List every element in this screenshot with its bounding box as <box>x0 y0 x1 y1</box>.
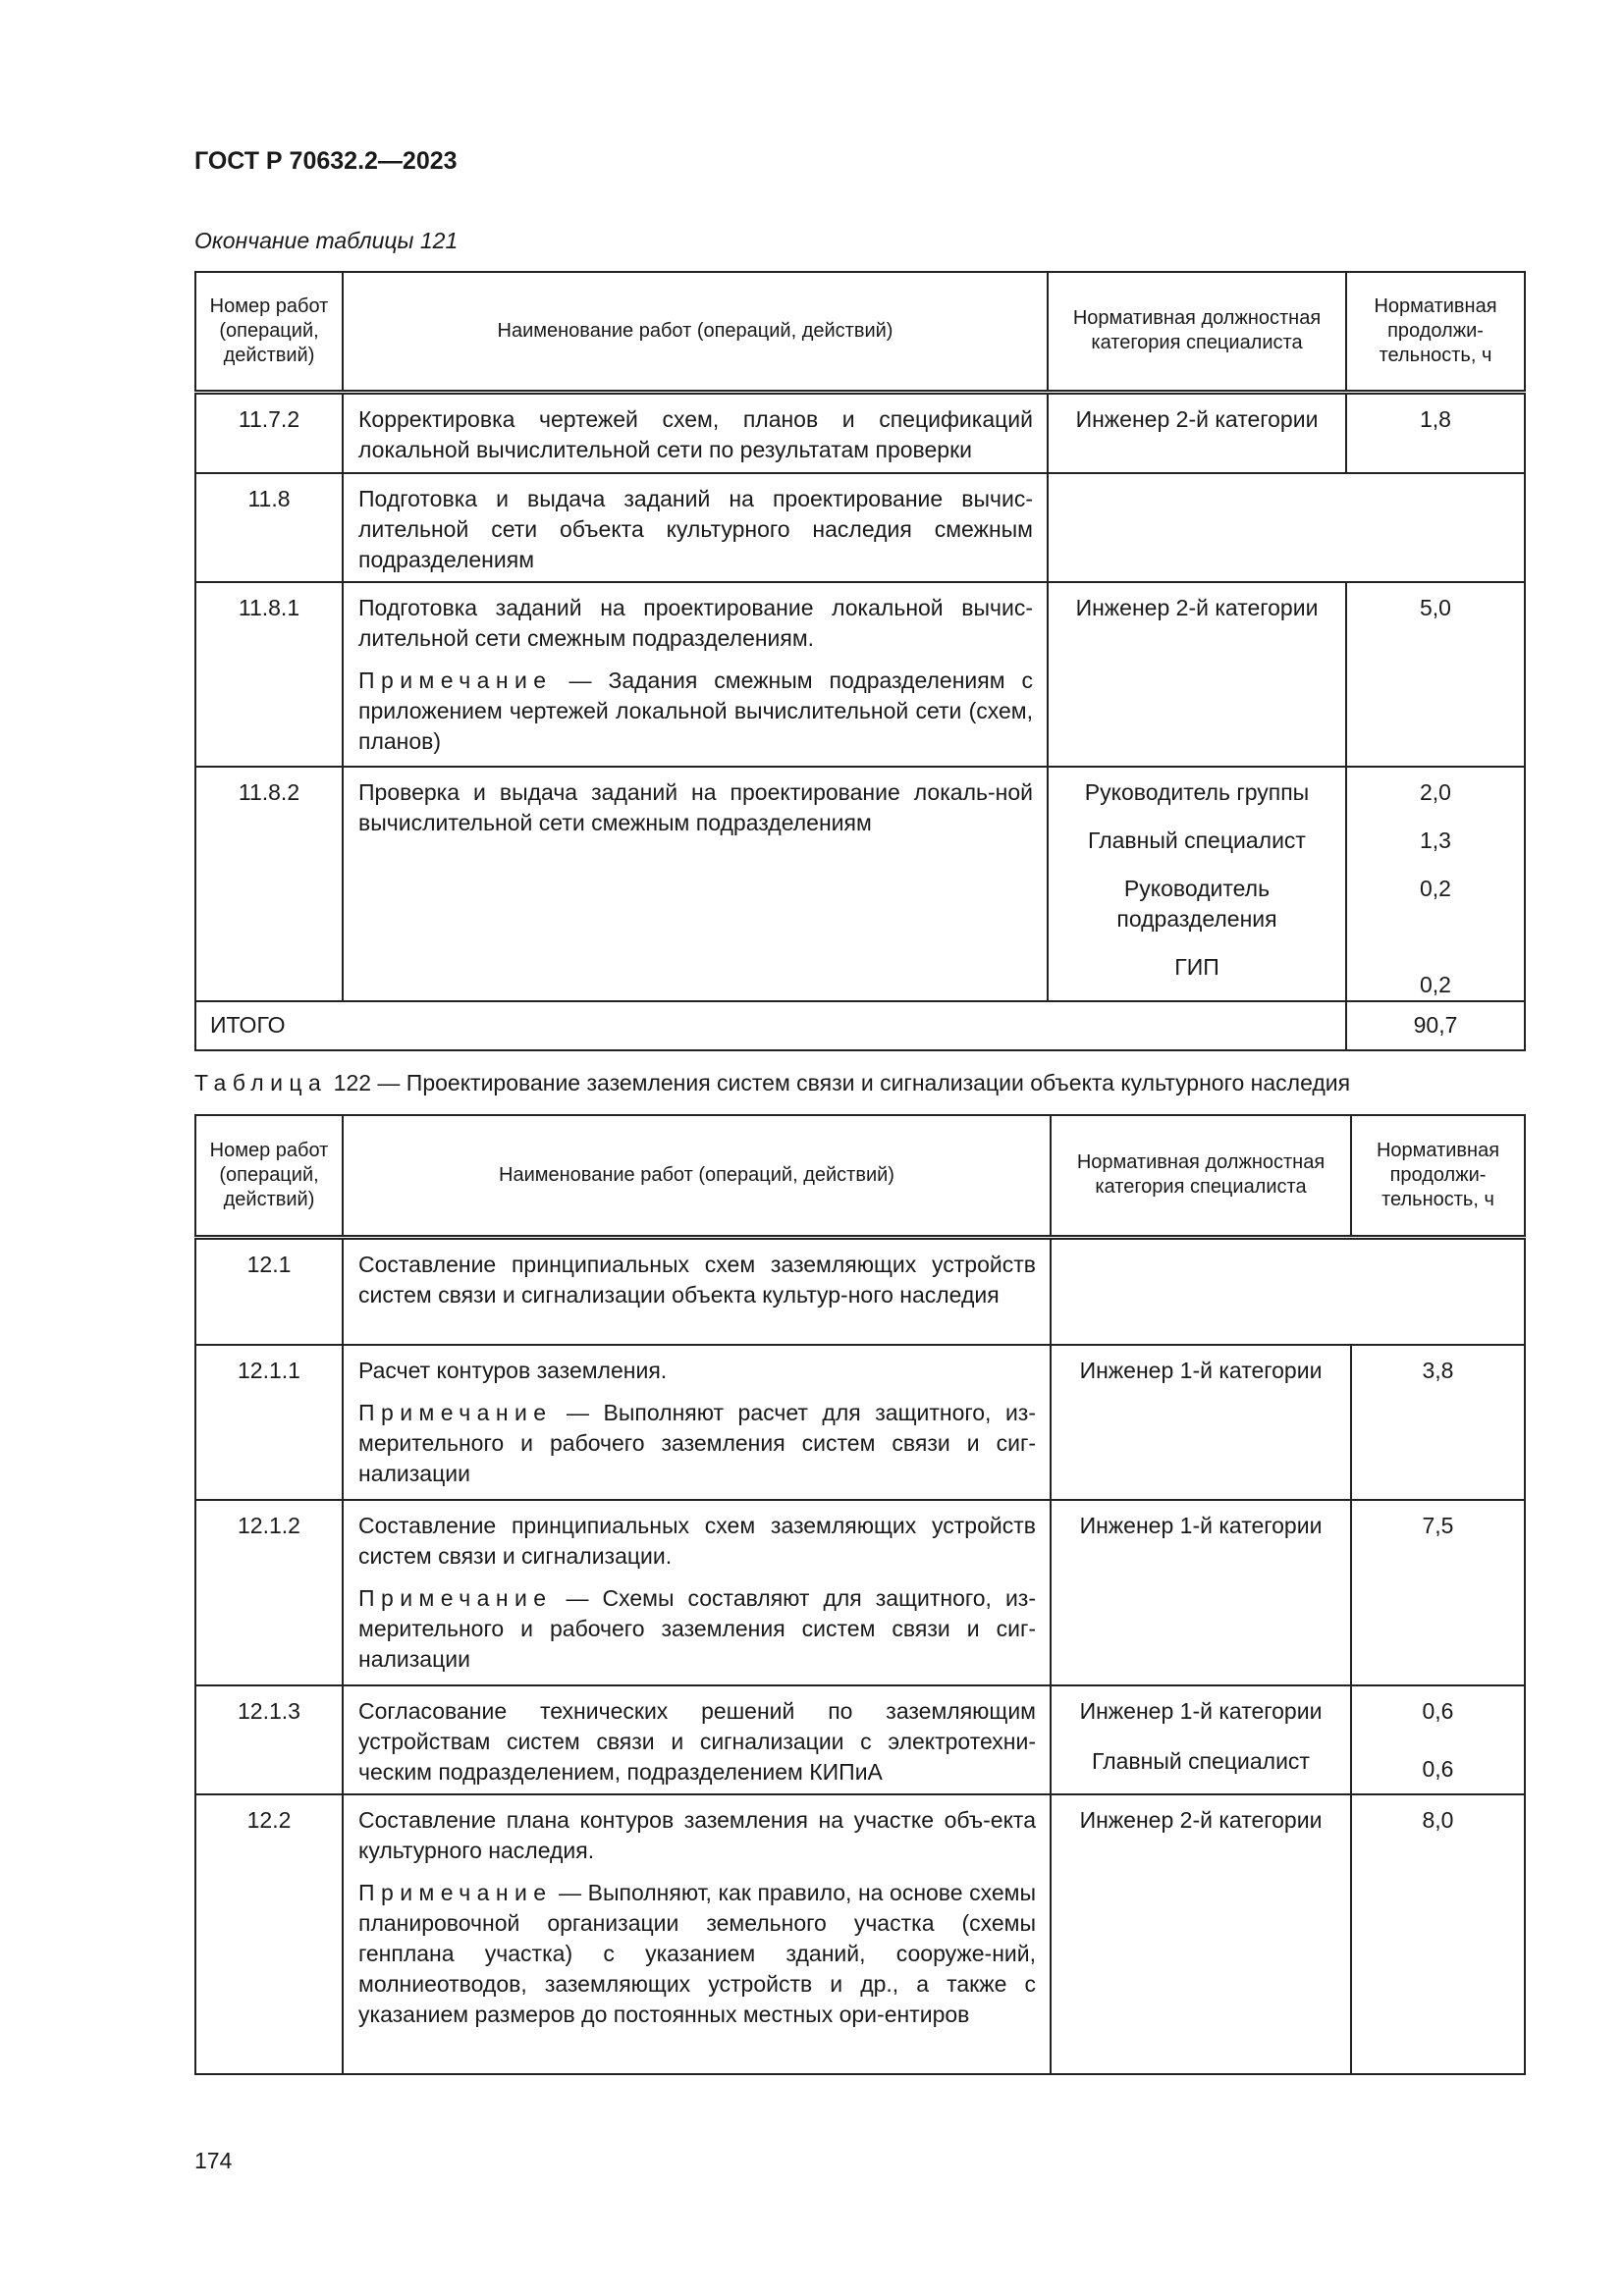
note-text: — Выполняют, как правило, на основе схемы планировочной организации земельного участка (схемы генплана участка) с указанием зданий, сооруже-ний, молниеотводов, заземляющих устройств и др., а также с указанием размеров до постоянных местных ори-ентиров <box>358 1880 1036 2027</box>
specialist-category: Руководитель группы <box>1084 779 1310 805</box>
column-header-num: Номер работ (операций, действий) <box>195 1115 343 1237</box>
work-name: Составление плана контуров заземления на участке объ-екта культурного наследия. <box>358 1807 1036 1863</box>
work-name: Корректировка чертежей схем, планов и спецификаций локальной вычислительной сети по результатам проверки <box>343 392 1048 473</box>
column-header-duration: Нормативная продолжи-тельность, ч <box>1351 1115 1525 1237</box>
specialist-category-list <box>1048 767 1346 1001</box>
total-value: 90,7 <box>1346 1001 1525 1050</box>
work-duration: 0,6 <box>1422 1756 1454 1782</box>
work-name-cell <box>343 1794 1051 2074</box>
specialist-category: Инженер 1-й категории <box>1051 1500 1351 1685</box>
note-label: Примечание <box>358 1880 553 1905</box>
work-duration: 5,0 <box>1346 582 1525 767</box>
note <box>358 1878 1036 2030</box>
work-duration: 8,0 <box>1351 1794 1525 2074</box>
column-header-category: Нормативная должностная категория специалиста <box>1051 1115 1351 1237</box>
column-header-name: Наименование работ (операций, действий) <box>343 272 1048 392</box>
empty-merged-cell <box>1051 1237 1525 1345</box>
work-duration-list <box>1346 767 1525 1001</box>
specialist-category: Инженер 2-й категории <box>1048 392 1346 473</box>
note <box>358 1583 1036 1675</box>
total-row <box>195 1001 1525 1050</box>
note-label: Примечание <box>358 1585 553 1611</box>
specialist-category: Инженер 1-й категории <box>1051 1345 1351 1500</box>
work-number: 11.8 <box>195 473 343 582</box>
specialist-category: Инженер 2-й категории <box>1048 582 1346 767</box>
specialist-category: ГИП <box>1174 954 1219 980</box>
work-name: Составление принципиальных схем заземляющих устройств систем связи и сигнализации объекта культур-ного наследия <box>343 1237 1051 1345</box>
note-label: Примечание <box>358 667 553 693</box>
document-header: ГОСТ Р 70632.2—2023 <box>194 147 458 175</box>
work-number: 11.8.2 <box>195 767 343 1001</box>
total-label: ИТОГО <box>195 1001 1346 1050</box>
table-caption-label: Таблица <box>194 1070 328 1095</box>
work-duration: 1,8 <box>1346 392 1525 473</box>
column-header-duration: Нормативная продолжи-тельность, ч <box>1346 272 1525 392</box>
work-number: 12.1 <box>195 1237 343 1345</box>
table-row <box>195 1500 1525 1685</box>
work-name: Проверка и выдача заданий на проектирование локаль-ной вычислительной сети смежным подразделениям <box>343 767 1048 1001</box>
work-name: Подготовка и выдача заданий на проектирование вычис-лительной сети объекта культурного наследия смежным подразделениям <box>343 473 1048 582</box>
table-row <box>195 473 1525 582</box>
work-name: Согласование технических решений по заземляющим устройствам систем связи и сигнализации с электротехни-ческим подразделением, подразделением КИПиА <box>343 1685 1051 1794</box>
table-row <box>195 1794 1525 2074</box>
table-121 <box>194 271 1526 1051</box>
table-row <box>195 392 1525 473</box>
table-row <box>195 582 1525 767</box>
work-duration: 2,0 <box>1420 779 1451 805</box>
work-name-cell <box>343 1500 1051 1685</box>
table-122 <box>194 1114 1526 2075</box>
specialist-category: Инженер 1-й категории <box>1079 1698 1323 1724</box>
work-number: 11.7.2 <box>195 392 343 473</box>
column-header-category: Нормативная должностная категория специалиста <box>1048 272 1346 392</box>
specialist-category: Главный специалист <box>1088 828 1306 853</box>
work-number: 11.8.1 <box>195 582 343 767</box>
table-121-caption: Окончание таблицы 121 <box>194 228 459 253</box>
specialist-category-list <box>1051 1685 1351 1794</box>
work-number: 12.2 <box>195 1794 343 2074</box>
table-122-caption <box>194 1070 1350 1096</box>
note <box>358 1398 1036 1489</box>
work-name: Расчет контуров заземления. <box>358 1358 668 1383</box>
note <box>358 666 1033 757</box>
work-number: 12.1.2 <box>195 1500 343 1685</box>
table-caption-text: 122 — Проектирование заземления систем связи и сигнализации объекта культурного наследия <box>333 1070 1351 1095</box>
work-number: 12.1.1 <box>195 1345 343 1500</box>
work-name-cell <box>343 582 1048 767</box>
note-text: — Схемы составляют для защитного, из-мерительного и рабочего заземления систем связи и сиг-нализации <box>358 1585 1036 1672</box>
page-number: 174 <box>194 2148 233 2173</box>
work-name: Подготовка заданий на проектирование локальной вычис-лительной сети смежным подразделениям. <box>358 595 1033 651</box>
work-duration: 0,6 <box>1422 1698 1454 1724</box>
work-name-cell <box>343 1345 1051 1500</box>
note-text: — Задания смежным подразделениям с приложением чертежей локальной вычислительной сети (схем, планов) <box>358 667 1033 754</box>
column-header-name: Наименование работ (операций, действий) <box>343 1115 1051 1237</box>
work-number: 12.1.3 <box>195 1685 343 1794</box>
table-row <box>195 1237 1525 1345</box>
work-duration: 3,8 <box>1351 1345 1525 1500</box>
work-duration: 1,3 <box>1420 828 1451 853</box>
work-duration: 0,2 <box>1420 876 1451 901</box>
note-label: Примечание <box>358 1400 553 1425</box>
column-header-num: Номер работ (операций, действий) <box>195 272 343 392</box>
work-duration: 7,5 <box>1351 1500 1525 1685</box>
specialist-category: Инженер 2-й категории <box>1051 1794 1351 2074</box>
specialist-category: Главный специалист <box>1092 1748 1310 1774</box>
table-row <box>195 767 1525 1001</box>
note-text: — Выполняют расчет для защитного, из-мерительного и рабочего заземления систем связи и сиг-нализации <box>358 1400 1036 1486</box>
table-row <box>195 1345 1525 1500</box>
work-duration-list <box>1351 1685 1525 1794</box>
work-name: Составление принципиальных схем заземляющих устройств систем связи и сигнализации. <box>358 1513 1036 1569</box>
table-row <box>195 1685 1525 1794</box>
specialist-category: Руководитель подразделения <box>1116 876 1277 932</box>
work-duration: 0,2 <box>1420 972 1451 997</box>
empty-merged-cell <box>1048 473 1525 582</box>
